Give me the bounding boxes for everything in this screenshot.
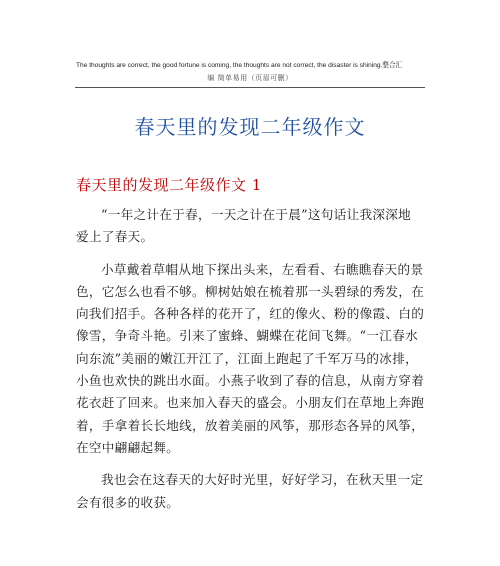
text-line: 会有很多的收获。 (76, 494, 180, 510)
paragraph-1 (76, 204, 424, 249)
text-line: “一年之计在于春，一天之计在于晨”这句话让我深深地 (101, 207, 412, 222)
text-line: 色，它怎么也看不够。柳树姑娘在梳着那一头碧绿的秀发，在 (76, 283, 425, 299)
paragraph-3 (76, 469, 424, 514)
document-title: 春天里的发现二年级作文 (134, 115, 366, 139)
header-editor-note: 编 简单易用（页眉可删） (207, 74, 293, 82)
text-line: 像雪，争奇斗艳。引来了蜜蜂、蝴蝶在花间飞舞。“一江春水 (76, 328, 418, 344)
header-motto: The thoughts are correct, the good fortune is coming, the thoughts are not correct, the disaster is shining.整合汇 (76, 62, 403, 69)
text-line: 小草戴着草帽从地下探出头来，左看看、右瞧瞧春天的景 (101, 261, 424, 277)
text-line: 向东流”美丽的嫩江开江了，江面上跑起了千军万马的冰排， (76, 350, 418, 366)
body-text (76, 204, 424, 524)
text-line: 在空中翩翩起舞。 (76, 439, 180, 455)
text-line: 爱上了春天。 (76, 229, 154, 245)
text-line: 花衣赶了回来。也来加入春天的盛会。小朋友们在草地上奔跑 (76, 395, 425, 411)
paragraph-2 (76, 259, 424, 460)
text-line: 小鱼也欢快的跳出水面。小燕子收到了春的信息，从南方穿着 (76, 373, 425, 389)
text-line: 向我们招手。各种各样的花开了，红的像火、粉的像霞、白的 (76, 306, 425, 322)
section-heading: 春天里的发现二年级作文 1 (76, 176, 262, 194)
text-line: 着，手拿着长长地线，放着美丽的风筝，那形态各异的风筝， (76, 417, 425, 433)
header-divider (75, 87, 425, 88)
text-line: 我也会在这春天的大好时光里，好好学习，在秋天里一定 (101, 472, 424, 488)
